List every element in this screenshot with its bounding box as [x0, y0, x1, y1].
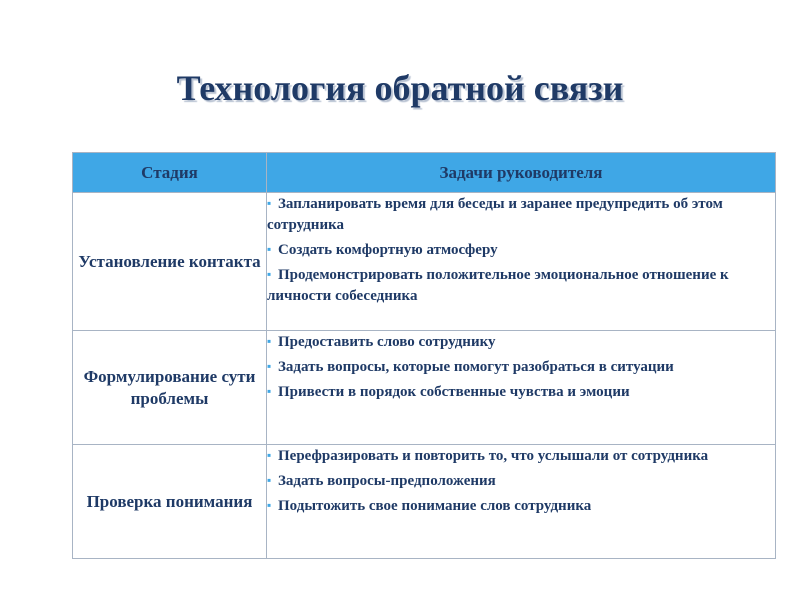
- task-text: Запланировать время для беседы и заранее предупредить об этом сотрудника: [267, 196, 723, 233]
- tasks-cell: [267, 331, 776, 445]
- page-title: Технология обратной связи: [176, 68, 624, 108]
- task-text: Задать вопросы, которые помогут разобраться в ситуации: [278, 359, 674, 375]
- task-item: [267, 495, 775, 517]
- task-item: [267, 193, 775, 236]
- table-header-row: [73, 153, 776, 193]
- stage-cell: Проверка понимания: [73, 445, 267, 559]
- square-bullet-icon: ▪: [267, 384, 272, 398]
- square-bullet-icon: ▪: [267, 473, 272, 487]
- task-text: Предоставить слово сотруднику: [278, 334, 496, 350]
- task-text: Задать вопросы-предположения: [278, 473, 496, 489]
- stage-cell: Установление контакта: [73, 193, 267, 331]
- square-bullet-icon: ▪: [267, 498, 272, 512]
- task-text: Подытожить свое понимание слов сотрудника: [278, 498, 592, 514]
- task-item: [267, 331, 775, 353]
- table-row: [73, 331, 776, 445]
- square-bullet-icon: ▪: [267, 334, 272, 348]
- tasks-cell: [267, 193, 776, 331]
- square-bullet-icon: ▪: [267, 196, 272, 210]
- square-bullet-icon: ▪: [267, 242, 272, 256]
- square-bullet-icon: ▪: [267, 448, 272, 462]
- square-bullet-icon: ▪: [267, 267, 272, 281]
- task-item: [267, 470, 775, 492]
- task-item: [267, 264, 775, 307]
- task-text: Продемонстрировать положительное эмоциональное отношение к личности собеседника: [267, 267, 729, 304]
- square-bullet-icon: ▪: [267, 359, 272, 373]
- task-item: [267, 356, 775, 378]
- task-item: [267, 445, 775, 467]
- feedback-table: [72, 152, 776, 559]
- tasks-cell: [267, 445, 776, 559]
- task-item: [267, 239, 775, 261]
- task-item: [267, 381, 775, 403]
- table-row: [73, 445, 776, 559]
- task-text: Создать комфортную атмосферу: [278, 242, 498, 258]
- stage-cell: Формулирование сути проблемы: [73, 331, 267, 445]
- table-row: [73, 193, 776, 331]
- header-tasks: Задачи руководителя: [267, 153, 776, 193]
- task-text: Перефразировать и повторить то, что услышали от сотрудника: [278, 448, 709, 464]
- header-stage: Стадия: [73, 153, 267, 193]
- task-text: Привести в порядок собственные чувства и эмоции: [278, 384, 630, 400]
